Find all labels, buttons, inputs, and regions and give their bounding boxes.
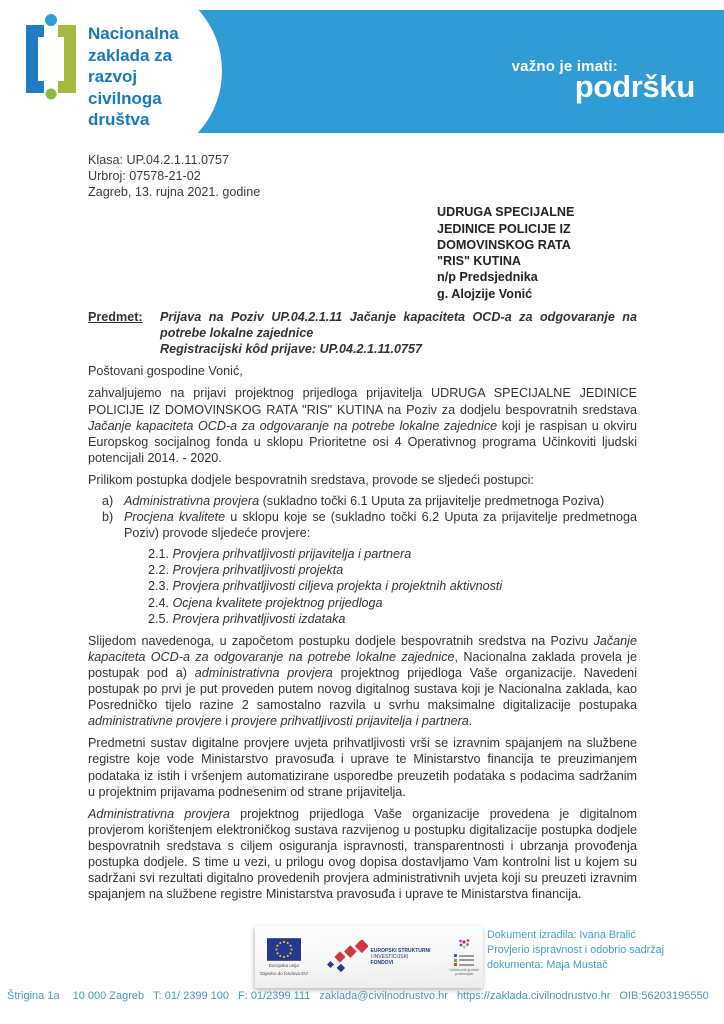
salutation: Poštovani gospodine Vonić, [88, 364, 243, 379]
paragraph-admin-check-result: Administrativna provjera projektnog prijedloga Vaše organizacije provedena je digitalnom provjerom korištenjem elektroničkog sustava razvijenog u postupku digitalizacije postupka dodjele bespovratnih sredstava s ciljem osiguranja ispravnosti, transparentnosti i ubrzanja provođenja postupka dodjele. S time u vezi, u prilogu ovog dopisa dostavljamo Vam kontrolni list u kojem su sadržani svi rezultati digitalno provedenih provjera administrativnih uvjeta koji su preuzeti izravnim spajanjem na službene registre Ministarstva pravosuđa i uprave te Ministarstva financija. [88, 806, 637, 902]
recipient-line: "RIS" KUTINA [437, 254, 522, 269]
eu-caption-1: Europska unija [268, 963, 299, 968]
op-text-rows [454, 953, 474, 967]
footer-oib: OIB:56203195550 [619, 990, 709, 1002]
op-text-row [454, 954, 474, 957]
footer-address: Štrigina 1a [7, 990, 60, 1002]
op-flower-icon [456, 938, 472, 952]
sublist-item: 2.3. Provjera prihvatljivosti ciljeva projekta i projektnih aktivnosti [148, 579, 503, 594]
paragraph-thanks: zahvaljujemo na prijavi projektnog prijedloga prijavitelja UDRUGA SPECIJALNE JEDINICE POLICIJE IZ DOMOVINSKOG RATA "RIS" KUTINA na Poziv za dodjelu bespovratnih sredstava Jačanje kapaciteta OCD-a za odgovaranje na potrebe lokalne zajednice koji je raspisan u okviru Europskog socijalnog fonda u sklopu Prioritetne osi 4 Operativnog programa Učinkoviti ljudski potencijali 2014. - 2020. [88, 386, 637, 465]
banner-tagline-big: podršku [574, 69, 695, 104]
footer-fax: F: 01/2399 111 [238, 990, 311, 1002]
subject-line-1: Prijava na Poziv UP.04.2.1.11 Jačanje kapaciteta OCD-a za odgovaranje na potrebe lokalne zajednice [160, 310, 637, 341]
eu-caption-2: 'Zajedno do fondova EU' [259, 970, 309, 976]
recipient-block [437, 204, 637, 302]
header-banner [186, 10, 724, 133]
paragraph-registry-checks: Predmetni sustav digitalne provjere uvjeta prihvatljivosti vrši se izravnim spajanjem na službene registre koje vode Ministarstvo pravosuđa i uprave te Ministarstvo financija te preuzimanjem podataka iz istih i vršenjem automatizirane usporedbe preuzetih podataka s podacima sadržanim u projektnim prijavama podnesenim od strane prijavitelja. [88, 736, 637, 799]
recipient-line: DOMOVINSKOG RATA [437, 237, 571, 252]
esif-logo [326, 940, 432, 974]
foundation-logo-text-line: razvoj [88, 67, 138, 86]
credit-line: dokumenta: Maja Mustač [487, 959, 608, 971]
recipient-line: n/p Predsjednika [437, 270, 538, 285]
sublist-item: 2.4. Ocjena kvalitete projektnog prijedloga [148, 595, 383, 610]
op-caption: Učinkoviti ljudski potencijali [449, 966, 479, 976]
paragraph-procedure-intro: Prilikom postupka dodjele bespovratnih sredstava, provode se sljedeći postupci: [88, 472, 534, 487]
sublist-item: 2.2. Provjera prihvatljivosti projekta [148, 563, 344, 578]
foundation-logo [0, 0, 186, 140]
recipient-line: UDRUGA SPECIJALNE [437, 205, 575, 220]
foundation-logo-text-line: zaklada za [88, 45, 173, 65]
sublist-item: 2.5. Provjera prihvatljivosti izdataka [148, 611, 346, 626]
foundation-logo-text-line: civilnoga [88, 88, 162, 108]
esif-captions [371, 948, 433, 966]
subject-line-2: Registracijski kôd prijave: UP.04.2.1.11.0757 [160, 342, 423, 357]
footer-city: 10 000 Zagreb [72, 990, 145, 1002]
list-item-text: Procjena kvalitete u sklopu koje se (sukladno točki 6.2 Uputa za prijavitelje predmetnoga Poziv) provode sljedeće provjere: [124, 510, 637, 541]
document-credits [487, 928, 664, 973]
list-item-label: b) [102, 510, 114, 525]
banner-tagline-small: važno je imati: [511, 58, 618, 75]
banner-tagline [512, 59, 695, 102]
procedure-list [102, 493, 637, 541]
list-item-a [102, 493, 637, 509]
list-item-text: Administrativna provjera (sukladno točki 6.1 Uputa za prijavitelje predmetnoga Poziva) [124, 494, 605, 508]
recipient-line: JEDINICE POLICIJE IZ [437, 221, 571, 236]
op-text-row [454, 963, 474, 966]
list-item-b [102, 509, 637, 541]
foundation-logo-brackets-icon [25, 12, 77, 100]
urbroj-line: Urbroj: 07578-21-02 [88, 169, 201, 184]
paragraph-digital-system: Slijedom navedenoga, u započetom postupku dodjele bespovratnih sredstva na Pozivu Jačanje kapaciteta OCD-a za odgovaranje na potrebe lokalne zajednice, Nacionalna zaklada provela je postupak pod a) administrativna provjera projektnog prijedloga Vaše organizacije. Navedeni postupak po prvi je put proveden putem novog digitalnog sustava koji je Nacionalna zaklada, kao Posredničko tijelo razine 2 samostalno razvila u svrhu maksimalne digitalizacije postupaka administrativne provjere i provjere prihvatljivosti prijavitelja i partnera. [88, 633, 637, 729]
footer-email-link[interactable]: zaklada@civilnodrustvo.hr [319, 990, 448, 1002]
foundation-logo-text-line: Nacionalna [88, 24, 179, 43]
eu-logo [255, 938, 313, 976]
op-text-row [454, 959, 474, 962]
credit-line: Dokument izradila: Ivana Bralić [487, 929, 636, 941]
subject-text [160, 309, 637, 357]
foundation-logo-text-line: društva [88, 110, 150, 129]
place-date-line: Zagreb, 13. rujna 2021. godine [88, 185, 261, 200]
footer-logos-ribbon [255, 926, 483, 988]
checks-sublist [148, 546, 637, 626]
credit-line: Provjerio ispravnost i odobrio sadržaj [487, 944, 665, 956]
op-uljp-logo [445, 938, 483, 977]
foundation-logo-text [88, 23, 179, 131]
klasa-line: Klasa: UP.04.2.1.11.0757 [88, 153, 229, 167]
sublist-item: 2.1. Provjera prihvatljivosti prijavitelja i partnera [148, 547, 412, 562]
meta-block [88, 152, 637, 200]
eu-flag-icon [267, 938, 301, 961]
footer-phone: T: 01/ 2399 100 [153, 990, 229, 1002]
recipient-line: g. Alojzije Vonić [437, 286, 533, 301]
esif-caption-line-1: EUROPSKI STRUKTURNI [370, 948, 431, 954]
esif-diamonds-icon [326, 940, 368, 974]
subject-label: Predmet: [88, 310, 143, 325]
letter-content [88, 150, 637, 902]
list-item-label: a) [102, 494, 114, 508]
footer-contact-line [7, 990, 719, 1002]
banner-curve-decoration [186, 10, 222, 133]
esif-caption-line-2: I INVESTICIJSKI FONDOVI [370, 954, 409, 966]
footer-website-link[interactable]: https://zaklada.civilnodrustvo.hr [456, 990, 611, 1002]
subject-block [88, 309, 637, 357]
